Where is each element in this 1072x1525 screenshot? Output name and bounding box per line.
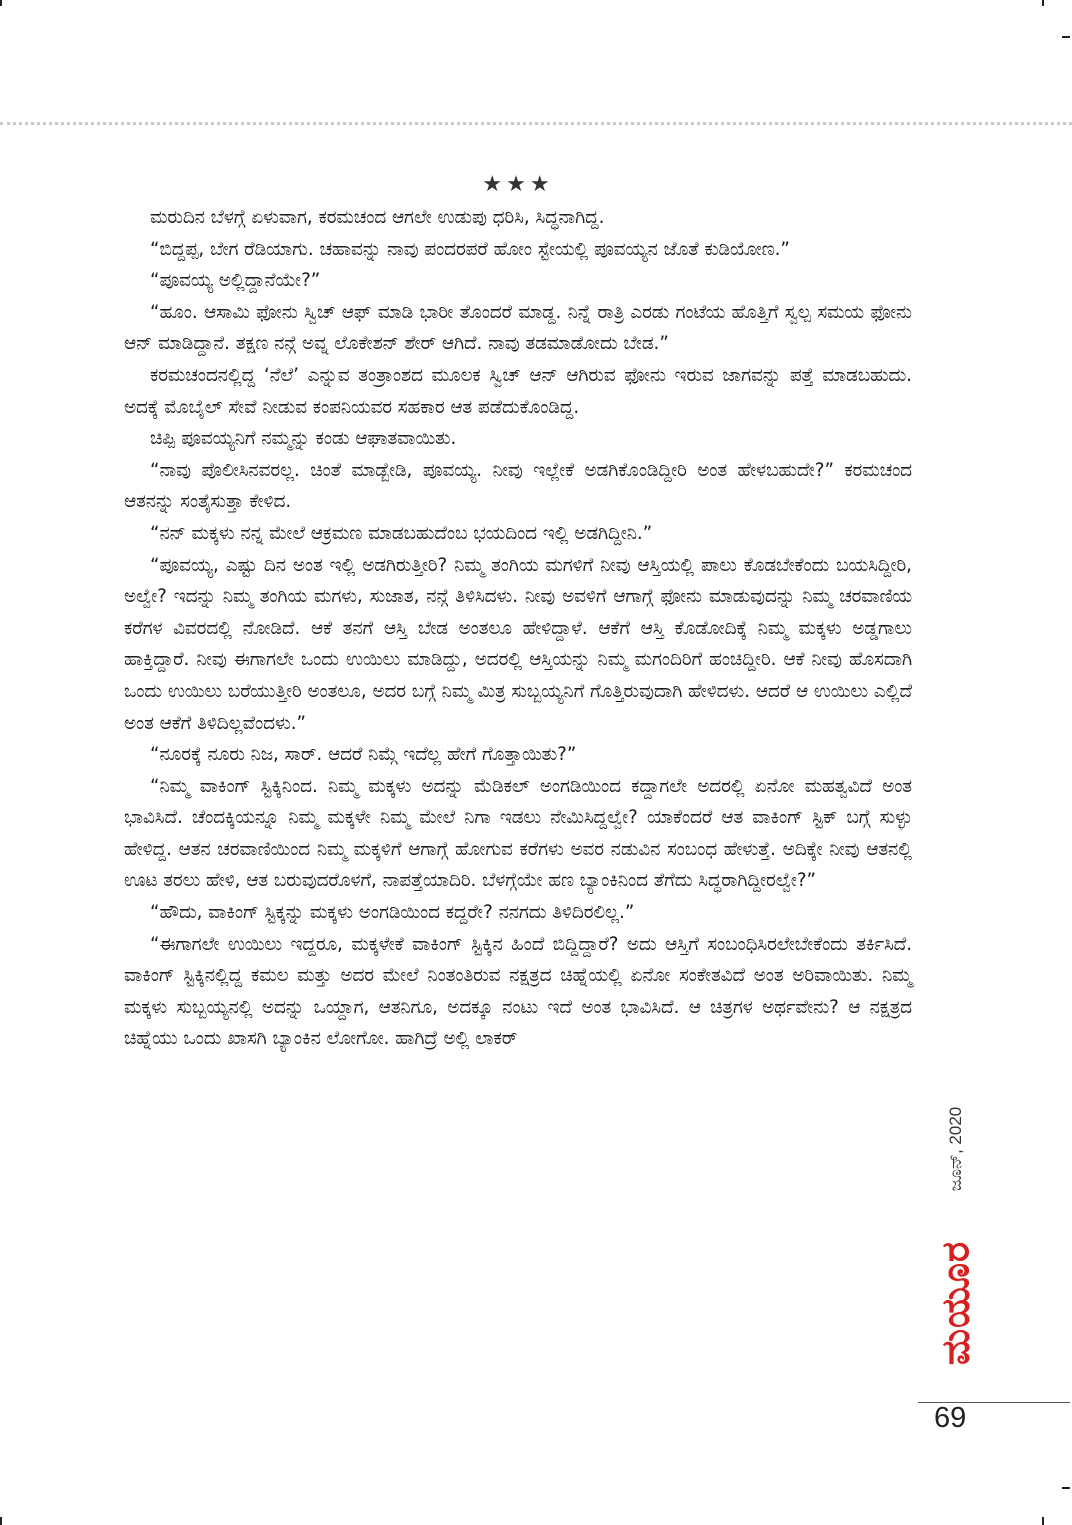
crop-mark-top-left xyxy=(0,0,2,6)
paragraph: “ಈಗಾಗಲೇ ಉಯಿಲು ಇದ್ದರೂ, ಮಕ್ಕಳೇಕೆ ವಾಕಿಂಗ್ ಸ್ಟಿಕ್ಕಿನ ಹಿಂದೆ ಬಿದ್ದಿದ್ದಾರೆ? ಅದು ಆಸ್ತಿಗೆ ಸಂಬಂಧಿಸಿರಲೇಬೇಕೆಂದು ತರ್ಕಿಸಿದೆ. ವಾಕಿಂಗ್ ಸ್ಟಿಕ್ಕಿನಲ್ಲಿದ್ದ ಕಮಲ ಮತ್ತು ಅದರ ಮೇಲೆ ನಿಂತಂತಿರುವ ನಕ್ಷತ್ರದ ಚಿಹ್ನೆಯಲ್ಲಿ ಏನೋ ಸಂಕೇತವಿದೆ ಅಂತ ಅರಿವಾಯಿತು. ನಿಮ್ಮ ಮಕ್ಕಳು ಸುಬ್ಬಯ್ಯನಲ್ಲಿ ಅದನ್ನು ಒಯ್ದಾಗ, ಆತನಿಗೂ, ಅದಕ್ಕೂ ನಂಟು ಇದೆ ಅಂತ ಭಾವಿಸಿದೆ. ಆ ಚಿತ್ರಗಳ ಅರ್ಥವೇನು? ಆ ನಕ್ಷತ್ರದ ಚಿಹ್ನೆಯು ಒಂದು ಖಾಸಗಿ ಬ್ಯಾಂಕಿನ ಲೋಗೋ. ಹಾಗಿದ್ರೆ ಅಲ್ಲಿ ಲಾಕರ್ xyxy=(124,933,912,1050)
masthead-logo-text: ಮಯೂರ xyxy=(933,1240,978,1366)
section-separator: ★★★ xyxy=(482,172,554,197)
article-body xyxy=(124,202,912,1055)
crop-mark-right-upper xyxy=(1062,36,1070,38)
paragraph: ಕರಮಚಂದನಲ್ಲಿದ್ದ ‘ನೆಲೆ’ ಎನ್ನುವ ತಂತ್ರಾಂಶದ ಮೂಲಕ ಸ್ವಿಚ್ ಆನ್ ಆಗಿರುವ ಫೋನು ಇರುವ ಜಾಗವನ್ನು ಪತ್ತೆ ಮಾಡಬಹುದು. ಅದಕ್ಕೆ ಮೊಬೈಲ್ ಸೇವೆ ನೀಡುವ ಕಂಪನಿಯವರ ಸಹಕಾರ ಆತ ಪಡೆದುಕೊಂಡಿದ್ದ. xyxy=(124,364,912,418)
crop-mark-top-right xyxy=(1042,0,1044,6)
paragraph: “ಹೂಂ. ಆಸಾಮಿ ಫೋನು ಸ್ವಿಚ್ ಆಫ್ ಮಾಡಿ ಭಾರೀ ತೊಂದರೆ ಮಾಡ್ದ. ನಿನ್ನೆ ರಾತ್ರಿ ಎರಡು ಗಂಟೆಯ ಹೊತ್ತಿಗೆ ಸ್ವಲ್ಪ ಸಮಯ ಫೋನು ಆನ್ ಮಾಡಿದ್ದಾನೆ. ತಕ್ಷಣ ನನ್ಗೆ ಅವ್ನ ಲೊಕೇಶನ್ ಶೇರ್ ಆಗಿದೆ. ನಾವು ತಡಮಾಡೋದು ಬೇಡ.” xyxy=(124,301,912,355)
page-number: 69 xyxy=(934,1402,967,1434)
magazine-masthead xyxy=(928,1210,984,1396)
paragraph: “ಪೂವಯ್ಯ, ಎಷ್ಟು ದಿನ ಅಂತ ಇಲ್ಲಿ ಅಡಗಿರುತ್ತೀರಿ? ನಿಮ್ಮ ತಂಗಿಯ ಮಗಳಿಗೆ ನೀವು ಆಸ್ತಿಯಲ್ಲಿ ಪಾಲು ಕೊಡಬೇಕೆಂದು ಬಯಸಿದ್ದೀರಿ, ಅಲ್ವೇ? ಇದನ್ನು ನಿಮ್ಮ ತಂಗಿಯ ಮಗಳು, ಸುಜಾತ, ನನ್ಗೆ ತಿಳಿಸಿದಳು. ನೀವು ಅವಳಿಗೆ ಆಗಾಗ್ಗೆ ಫೋನು ಮಾಡುವುದನ್ನು ನಿಮ್ಮ ಚರವಾಣಿಯ ಕರೆಗಳ ವಿವರದಲ್ಲಿ ನೋಡಿದೆ. ಆಕೆ ತನಗೆ ಆಸ್ತಿ ಬೇಡ ಅಂತಲೂ ಹೇಳಿದ್ದಾಳೆ. ಆಕೆಗೆ ಆಸ್ತಿ ಕೊಡೋದಿಕ್ಕೆ ನಿಮ್ಮ ಮಕ್ಕಳು ಅಡ್ಡಗಾಲು ಹಾಕ್ತಿದ್ದಾರೆ. ನೀವು ಈಗಾಗಲೇ ಒಂದು ಉಯಿಲು ಮಾಡಿದ್ದು, ಅದರಲ್ಲಿ ಆಸ್ತಿಯನ್ನು ನಿಮ್ಮ ಮಗಂದಿರಿಗೆ ಹಂಚಿದ್ದೀರಿ. ಆಕೆ ನೀವು ಹೊಸದಾಗಿ ಒಂದು ಉಯಿಲು ಬರೆಯುತ್ತೀರಿ ಅಂತಲೂ, ಅದರ ಬಗ್ಗೆ ನಿಮ್ಮ ಮಿತ್ರ ಸುಬ್ಬಯ್ಯನಿಗೆ ಗೊತ್ತಿರುವುದಾಗಿ ಹೇಳಿದಳು. ಆದರೆ ಆ ಉಯಿಲು ಎಲ್ಲಿದೆ ಅಂತ ಆಕೆಗೆ ತಿಳಿದಿಲ್ಲವೆಂದಳು.” xyxy=(124,554,912,734)
paragraph: “ನಾವು ಪೊಲೀಸಿನವರಲ್ಲ. ಚಿಂತೆ ಮಾಡ್ಬೇಡಿ, ಪೂವಯ್ಯ. ನೀವು ಇಲ್ಲೇಕೆ ಅಡಗಿಕೊಂಡಿದ್ದೀರಿ ಅಂತ ಹೇಳಬಹುದೇ?” ಕರಮಚಂದ ಆತನನ್ನು ಸಂತೈಸುತ್ತಾ ಕೇಳಿದ. xyxy=(124,459,912,513)
paragraph: “ನನ್ ಮಕ್ಕಳು ನನ್ನ ಮೇಲೆ ಆಕ್ರಮಣ ಮಾಡಬಹುದೆಂಬ ಭಯದಿಂದ ಇಲ್ಲಿ ಅಡಗಿದ್ದೀನಿ.” xyxy=(150,522,653,544)
crop-mark-right-lower xyxy=(1062,1487,1070,1489)
issue-date xyxy=(932,1094,980,1204)
issue-date-text: ಜೂನ್, 2020 xyxy=(946,1106,965,1192)
crop-mark-bottom-right xyxy=(1042,1517,1044,1525)
paragraph: “ನಿಮ್ಮ ವಾಕಿಂಗ್ ಸ್ಟಿಕ್ಕಿನಿಂದ. ನಿಮ್ಮ ಮಕ್ಕಳು ಅದನ್ನು ಮೆಡಿಕಲ್ ಅಂಗಡಿಯಿಂದ ಕದ್ದಾಗಲೇ ಅದರಲ್ಲಿ ಏನೋ ಮಹತ್ವವಿದೆ ಅಂತ ಭಾವಿಸಿದೆ. ಚೆಂದಕ್ಕಿಯನ್ನೂ ನಿಮ್ಮ ಮಕ್ಕಳೇ ನಿಮ್ಮ ಮೇಲೆ ನಿಗಾ ಇಡಲು ನೇಮಿಸಿದ್ದಲ್ವೇ? ಯಾಕೆಂದರೆ ಆತ ವಾಕಿಂಗ್ ಸ್ಟಿಕ್ ಬಗ್ಗೆ ಸುಳ್ಳು ಹೇಳಿದ್ದ. ಆತನ ಚರವಾಣಿಯಿಂದ ನಿಮ್ಮ ಮಕ್ಕಳಿಗೆ ಆಗಾಗ್ಗೆ ಹೋಗುವ ಕರೆಗಳು ಅವರ ನಡುವಿನ ಸಂಬಂಧ ಹೇಳುತ್ತೆ. ಅದಿಕ್ಕೇ ನೀವು ಆತನಲ್ಲಿ ಊಟ ತರಲು ಹೇಳಿ, ಆತ ಬರುವುದರೊಳಗೆ, ನಾಪತ್ತೆಯಾದಿರಿ. ಬೆಳಗ್ಗೆಯೇ ಹಣ ಬ್ಯಾಂಕಿನಿಂದ ತೆಗೆದು ಸಿದ್ಧರಾಗಿದ್ದೀರಲ್ವೇ?” xyxy=(124,775,912,892)
crop-mark-bottom-left xyxy=(0,1517,2,1525)
paragraph: “ಬಿದ್ದಪ್ಪ, ಬೇಗ ರೆಡಿಯಾಗು. ಚಹಾವನ್ನು ನಾವು ಪಂದರಪರೆ ಹೋಂ ಸ್ಟೇಯಲ್ಲಿ ಪೂವಯ್ಯನ ಜೊತೆ ಕುಡಿಯೋಣ.” xyxy=(150,238,790,260)
paragraph: ಮರುದಿನ ಬೆಳಗ್ಗೆ ಏಳುವಾಗ, ಕರಮಚಂದ ಆಗಲೇ ಉಡುಪು ಧರಿಸಿ, ಸಿದ್ಧನಾಗಿದ್ದ. xyxy=(150,207,605,228)
paragraph: “ಹೌದು, ವಾಕಿಂಗ್ ಸ್ಟಿಕ್ಕನ್ನು ಮಕ್ಕಳು ಅಂಗಡಿಯಿಂದ ಕದ್ದರೇ? ನನಗದು ತಿಳಿದಿರಲಿಲ್ಲ.” xyxy=(150,902,635,924)
paragraph: ಚಿಪ್ಪಿ ಪೂವಯ್ಯನಿಗೆ ನಮ್ಮನ್ನು ಕಂಡು ಆಘಾತವಾಯಿತು. xyxy=(150,428,457,450)
paragraph: “ಪೂವಯ್ಯ ಅಲ್ಲಿದ್ದಾನೆಯೇ?” xyxy=(150,270,321,292)
header-dotted-rule xyxy=(0,122,1072,125)
paragraph: “ನೂರಕ್ಕೆ ನೂರು ನಿಜ, ಸಾರ್. ಆದರೆ ನಿಮ್ಗೆ ಇದೆಲ್ಲ ಹೇಗೆ ಗೊತ್ತಾಯಿತು?” xyxy=(150,744,577,766)
